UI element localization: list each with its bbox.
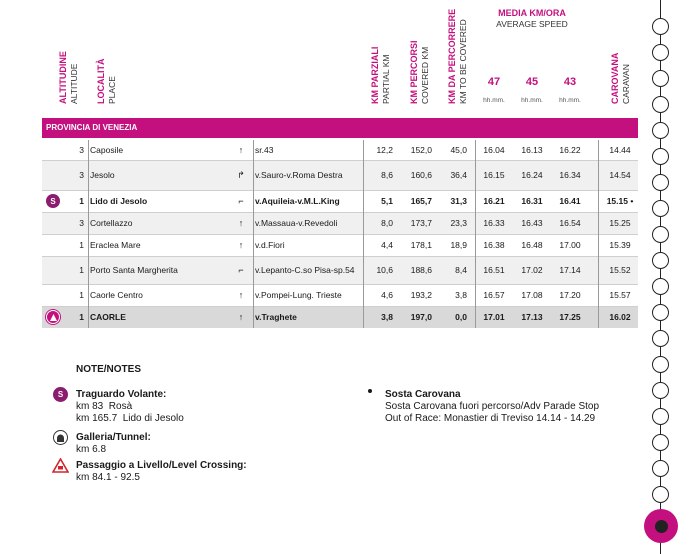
direction-icon: ↑ bbox=[238, 290, 244, 300]
row-time-45: 17.08 bbox=[521, 290, 543, 300]
row-divider bbox=[42, 212, 638, 213]
track-circle-icon bbox=[652, 278, 669, 295]
row-covered: 173,7 bbox=[410, 218, 432, 228]
track-circle-icon bbox=[652, 70, 669, 87]
row-place: Caorle Centro bbox=[90, 290, 143, 300]
tunnel-line: km 6.8 bbox=[76, 444, 107, 455]
row-partial: 12,2 bbox=[376, 145, 393, 155]
row-altitude: 1 bbox=[79, 265, 84, 275]
direction-icon: ⌐ bbox=[238, 265, 244, 275]
track-circle-icon bbox=[652, 18, 669, 35]
level-crossing-icon bbox=[52, 458, 69, 473]
header-altitude bbox=[58, 0, 86, 104]
row-road: v.Traghete bbox=[255, 312, 297, 322]
row-road: v.Sauro-v.Roma Destra bbox=[255, 170, 343, 180]
row-place: Lido di Jesolo bbox=[90, 196, 148, 206]
row-road: v.d.Fiori bbox=[255, 240, 285, 250]
media-title: MEDIA KM/ORA bbox=[498, 8, 566, 18]
row-to-cover: 36,4 bbox=[450, 170, 467, 180]
finish-icon bbox=[46, 310, 60, 324]
caravan-stop-bullet bbox=[368, 389, 372, 393]
row-to-cover: 23,3 bbox=[450, 218, 467, 228]
row-covered: 160,6 bbox=[410, 170, 432, 180]
row-time-45: 16.24 bbox=[521, 170, 543, 180]
row-divider bbox=[42, 234, 638, 235]
finish-flag-shape bbox=[49, 313, 58, 322]
column-divider bbox=[253, 140, 254, 328]
row-time-47: 17.01 bbox=[483, 312, 505, 322]
row-time-43: 17.20 bbox=[559, 290, 581, 300]
row-time-43: 16.41 bbox=[559, 196, 581, 206]
row-time-45: 17.13 bbox=[521, 312, 543, 322]
row-time-47: 16.51 bbox=[483, 265, 505, 275]
header-caravan-primary: CAROVANA bbox=[610, 52, 620, 104]
track-circle-icon bbox=[652, 96, 669, 113]
row-covered: 197,0 bbox=[410, 312, 432, 322]
table-row bbox=[42, 160, 638, 190]
row-altitude: 3 bbox=[79, 145, 84, 155]
table-row-finish bbox=[42, 306, 638, 328]
row-divider bbox=[42, 160, 638, 161]
row-altitude: 1 bbox=[79, 240, 84, 250]
sprint-line: km 83 Rosà bbox=[76, 401, 133, 412]
row-time-45: 16.31 bbox=[521, 196, 543, 206]
track-circle-icon bbox=[652, 486, 669, 503]
row-place: Jesolo bbox=[90, 170, 115, 180]
caravan-line: Out of Race: Monastier di Treviso 14.14 - 14.29 bbox=[385, 413, 596, 424]
row-divider bbox=[42, 306, 638, 307]
column-divider bbox=[363, 140, 364, 328]
province-label: PROVINCIA DI VENEZIA bbox=[46, 123, 138, 132]
sprint-title: Traguardo Volante: bbox=[76, 389, 167, 400]
track-circle-icon bbox=[652, 252, 669, 269]
column-divider bbox=[598, 140, 599, 328]
row-to-cover: 18,9 bbox=[450, 240, 467, 250]
header-to-cover-km bbox=[447, 0, 475, 104]
direction-icon: ↑ bbox=[238, 145, 244, 155]
row-place: Eraclea Mare bbox=[90, 240, 141, 250]
row-time-43: 17.00 bbox=[559, 240, 581, 250]
row-to-cover: 45,0 bbox=[450, 145, 467, 155]
row-altitude: 3 bbox=[79, 170, 84, 180]
column-divider bbox=[475, 140, 476, 328]
row-to-cover: 0,0 bbox=[455, 312, 467, 322]
row-time-47: 16.21 bbox=[483, 196, 505, 206]
tunnel-icon bbox=[53, 430, 68, 445]
column-divider bbox=[88, 140, 89, 328]
header-caravan-secondary: CARAVAN bbox=[621, 64, 631, 104]
direction-icon: ↑ bbox=[238, 240, 244, 250]
row-time-43: 16.34 bbox=[559, 170, 581, 180]
row-caravan: 14.54 bbox=[609, 170, 631, 180]
row-time-45: 17.02 bbox=[521, 265, 543, 275]
average-speed-header bbox=[477, 8, 587, 29]
direction-icon: ↱ bbox=[237, 169, 245, 180]
header-place-primary: LOCALITÀ bbox=[96, 58, 106, 104]
hmm-label-3: hh.mm. bbox=[559, 97, 581, 104]
row-covered: 193,2 bbox=[410, 290, 432, 300]
row-covered: 178,1 bbox=[410, 240, 432, 250]
row-road: v.Pompei-Lung. Trieste bbox=[255, 290, 342, 300]
header-altitude-primary: ALTITUDINE bbox=[58, 51, 68, 104]
row-road: v.Massaua-v.Revedoli bbox=[255, 218, 338, 228]
direction-icon: ↑ bbox=[238, 312, 244, 322]
notes-title: NOTE/NOTES bbox=[76, 364, 142, 375]
row-altitude: 1 bbox=[79, 312, 84, 322]
track-circle-icon bbox=[652, 304, 669, 321]
row-place: Caposile bbox=[90, 145, 124, 155]
row-caravan: 14.44 bbox=[609, 145, 631, 155]
tunnel-title: Galleria/Tunnel: bbox=[76, 432, 151, 443]
row-caravan: 15.52 bbox=[609, 265, 631, 275]
row-road: v.Aquileia-v.M.L.King bbox=[255, 196, 340, 206]
track-circle-icon bbox=[652, 226, 669, 243]
row-road: sr.43 bbox=[255, 145, 274, 155]
media-subtitle: AVERAGE SPEED bbox=[496, 19, 568, 29]
hmm-label-2: hh.mm. bbox=[521, 97, 543, 104]
caravan-title: Sosta Carovana bbox=[385, 389, 461, 400]
row-time-43: 16.54 bbox=[559, 218, 581, 228]
table-row bbox=[42, 140, 638, 160]
header-covered-km bbox=[409, 0, 437, 104]
header-to-cover-secondary: KM TO BE COVERED bbox=[458, 19, 468, 104]
row-partial: 5,1 bbox=[381, 196, 393, 206]
table-row bbox=[42, 256, 638, 284]
direction-icon: ⌐ bbox=[238, 196, 244, 206]
track-circle-icon bbox=[652, 122, 669, 139]
row-time-47: 16.33 bbox=[483, 218, 505, 228]
track-circle-icon bbox=[652, 434, 669, 451]
row-divider bbox=[42, 284, 638, 285]
header-to-cover-primary: KM DA PERCORRERE bbox=[447, 8, 457, 104]
row-time-47: 16.04 bbox=[483, 145, 505, 155]
row-partial: 10,6 bbox=[376, 265, 393, 275]
row-divider bbox=[42, 256, 638, 257]
table-row bbox=[42, 234, 638, 256]
row-caravan: 15.39 bbox=[609, 240, 631, 250]
hmm-label-1: hh.mm. bbox=[483, 97, 505, 104]
row-covered: 188,6 bbox=[410, 265, 432, 275]
row-altitude: 1 bbox=[79, 290, 84, 300]
header-partial-secondary: PARTIAL KM bbox=[381, 54, 391, 104]
row-caravan: 16.02 bbox=[609, 312, 631, 322]
row-place: Porto Santa Margherita bbox=[90, 265, 178, 275]
track-circle-icon bbox=[652, 356, 669, 373]
row-time-47: 16.57 bbox=[483, 290, 505, 300]
row-place: CAORLE bbox=[90, 312, 126, 322]
row-to-cover: 3,8 bbox=[455, 290, 467, 300]
row-time-43: 16.22 bbox=[559, 145, 581, 155]
row-partial: 8,6 bbox=[381, 170, 393, 180]
row-caravan: 15.25 bbox=[609, 218, 631, 228]
row-time-43: 17.25 bbox=[559, 312, 581, 322]
row-partial: 4,4 bbox=[381, 240, 393, 250]
header-covered-secondary: COVERED KM bbox=[420, 46, 430, 104]
row-divider bbox=[42, 190, 638, 191]
tunnel-shape bbox=[56, 434, 65, 442]
table-row bbox=[42, 190, 638, 212]
header-caravan bbox=[610, 0, 638, 104]
row-time-45: 16.48 bbox=[521, 240, 543, 250]
row-time-47: 16.38 bbox=[483, 240, 505, 250]
track-circle-icon bbox=[652, 382, 669, 399]
track-circle-icon bbox=[652, 408, 669, 425]
row-altitude: 3 bbox=[79, 218, 84, 228]
header-place bbox=[96, 0, 124, 104]
row-to-cover: 31,3 bbox=[450, 196, 467, 206]
speed-45: 45 bbox=[525, 76, 539, 88]
row-to-cover: 8,4 bbox=[455, 265, 467, 275]
direction-icon: ↑ bbox=[238, 218, 244, 228]
row-road: v.Lepanto-C.so Pisa-sp.54 bbox=[255, 265, 355, 275]
table-row bbox=[42, 212, 638, 234]
row-covered: 152,0 bbox=[410, 145, 432, 155]
track-circle-icon bbox=[652, 330, 669, 347]
header-covered-primary: KM PERCORSI bbox=[409, 40, 419, 104]
crossing-line: km 84.1 - 92.5 bbox=[76, 472, 140, 483]
level-crossing-shape bbox=[52, 458, 69, 473]
sprint-line: km 165.7 Lido di Jesolo bbox=[76, 413, 184, 424]
header-partial-km bbox=[370, 0, 398, 104]
row-time-45: 16.43 bbox=[521, 218, 543, 228]
header-altitude-secondary: ALTITUDE bbox=[69, 63, 79, 104]
route-end-marker-center bbox=[655, 520, 668, 533]
track-circle-icon bbox=[652, 148, 669, 165]
row-covered: 165,7 bbox=[410, 196, 432, 206]
province-bar bbox=[42, 118, 638, 138]
speed-47: 47 bbox=[487, 76, 501, 88]
row-altitude: 1 bbox=[79, 196, 84, 206]
row-partial: 4,6 bbox=[381, 290, 393, 300]
row-time-47: 16.15 bbox=[483, 170, 505, 180]
track-circle-icon bbox=[652, 174, 669, 191]
track-circle-icon bbox=[652, 200, 669, 217]
row-place: Cortellazzo bbox=[90, 218, 133, 228]
speed-43: 43 bbox=[563, 76, 577, 88]
row-partial: 3,8 bbox=[381, 312, 393, 322]
row-time-43: 17.14 bbox=[559, 265, 581, 275]
route-end-marker-icon bbox=[644, 509, 678, 543]
sprint-s-icon: S bbox=[46, 194, 60, 208]
track-circle-icon bbox=[652, 44, 669, 61]
table-row bbox=[42, 284, 638, 306]
caravan-line: Sosta Carovana fuori percorso/Adv Parade Stop bbox=[385, 401, 600, 412]
header-partial-primary: KM PARZIALI bbox=[370, 46, 380, 104]
row-partial: 8,0 bbox=[381, 218, 393, 228]
crossing-title: Passaggio a Livello/Level Crossing: bbox=[76, 460, 247, 471]
sprint-s-icon: S bbox=[53, 387, 68, 402]
track-circle-icon bbox=[652, 460, 669, 477]
row-caravan: 15.15 • bbox=[606, 196, 634, 206]
row-caravan: 15.57 bbox=[609, 290, 631, 300]
header-place-secondary: PLACE bbox=[107, 76, 117, 104]
row-time-45: 16.13 bbox=[521, 145, 543, 155]
